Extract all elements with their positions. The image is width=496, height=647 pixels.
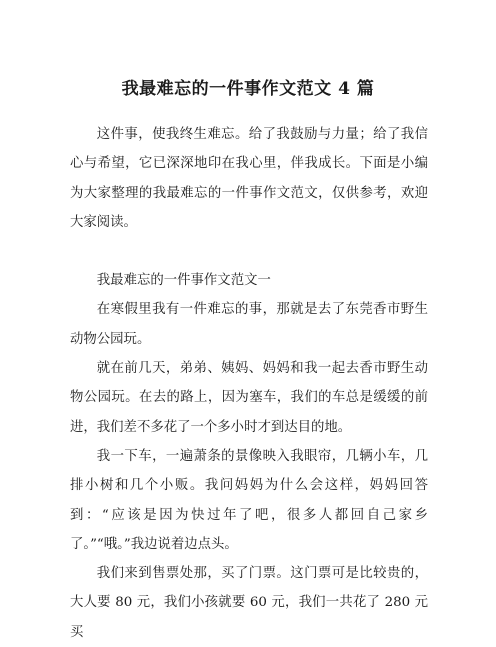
paragraph-spacer <box>70 237 428 266</box>
body-paragraph: 我们来到售票处那，买了门票。这门票可是比较贵的，大人要 80 元，我们小孩就要 60 元，我们一共花了 280 元买 <box>70 566 428 640</box>
body-paragraph: 就在前几天，弟弟、姨妈、妈妈和我一起去香市野生动物公园玩。在去的路上，因为塞车，我们的车总是缓缓的前进，我们差不多花了一个多小时才到达目的地。 <box>70 361 428 435</box>
document-body <box>70 120 428 647</box>
intro-paragraph: 这件事，使我终生难忘。给了我鼓励与力量；给了我信心与希望，它已深深地印在我心里，伴我成长。下面是小编为大家整理的我最难忘的一件事作文范文，仅供参考，欢迎大家阅读。 <box>70 127 428 230</box>
body-paragraph: 我一下车，一遍萧条的景像映入我眼帘，几辆小车，几排小树和几个小贩。我问妈妈为什么会这样，妈妈回答到：“应该是因为快过年了吧，很多人都回自己家乡了。”“哦。”我边说着边点头。 <box>70 448 428 552</box>
document-title: 我最难忘的一件事作文范文 4 篇 <box>121 79 375 99</box>
section-title: 我最难忘的一件事作文范文一 <box>96 273 271 289</box>
body-paragraph: 在寒假里我有一件难忘的事，那就是去了东莞香市野生动物公园玩。 <box>70 302 428 347</box>
